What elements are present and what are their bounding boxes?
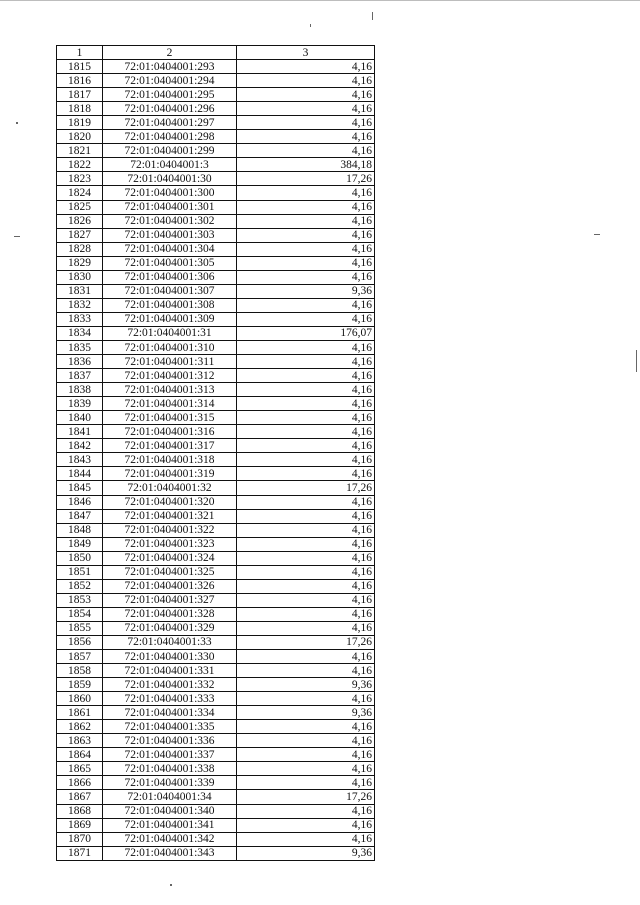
- area-value-cell: 4,16: [237, 509, 375, 523]
- table-row: [57, 579, 375, 593]
- area-value-cell: 9,36: [237, 846, 375, 860]
- cadastral-number-cell: 72:01:0404001:3: [103, 158, 237, 172]
- table-row: [57, 242, 375, 256]
- row-number-cell: 1838: [57, 383, 103, 397]
- row-number-cell: 1816: [57, 74, 103, 88]
- area-value-cell: 4,16: [237, 200, 375, 214]
- table-row: [57, 340, 375, 354]
- row-number-cell: 1831: [57, 284, 103, 298]
- row-number-cell: 1840: [57, 411, 103, 425]
- cadastral-number-cell: 72:01:0404001:297: [103, 116, 237, 130]
- row-number-cell: 1851: [57, 565, 103, 579]
- table-row: [57, 214, 375, 228]
- table-row: [57, 439, 375, 453]
- area-value-cell: 4,16: [237, 664, 375, 678]
- table-row: [57, 200, 375, 214]
- cadastral-number-cell: 72:01:0404001:31: [103, 326, 237, 340]
- area-value-cell: 4,16: [237, 214, 375, 228]
- area-value-cell: 17,26: [237, 481, 375, 495]
- scan-speck: [14, 236, 20, 237]
- row-number-cell: 1852: [57, 579, 103, 593]
- cadastral-number-cell: 72:01:0404001:308: [103, 298, 237, 312]
- cadastral-number-cell: 72:01:0404001:32: [103, 481, 237, 495]
- cadastral-number-cell: 72:01:0404001:333: [103, 692, 237, 706]
- cadastral-number-cell: 72:01:0404001:323: [103, 537, 237, 551]
- table-row: [57, 453, 375, 467]
- area-value-cell: 4,16: [237, 748, 375, 762]
- cadastral-number-cell: 72:01:0404001:316: [103, 425, 237, 439]
- column-header-2: 2: [103, 46, 237, 60]
- row-number-cell: 1820: [57, 130, 103, 144]
- row-number-cell: 1861: [57, 706, 103, 720]
- table-row: [57, 565, 375, 579]
- cadastral-number-cell: 72:01:0404001:328: [103, 607, 237, 621]
- table-row: [57, 804, 375, 818]
- area-value-cell: 17,26: [237, 790, 375, 804]
- row-number-cell: 1827: [57, 228, 103, 242]
- table-row: [57, 172, 375, 186]
- table-row: [57, 158, 375, 172]
- table-row: [57, 481, 375, 495]
- area-value-cell: 4,16: [237, 579, 375, 593]
- area-value-cell: 9,36: [237, 284, 375, 298]
- row-number-cell: 1817: [57, 88, 103, 102]
- area-value-cell: 384,18: [237, 158, 375, 172]
- area-value-cell: 9,36: [237, 706, 375, 720]
- row-number-cell: 1868: [57, 804, 103, 818]
- row-number-cell: 1834: [57, 326, 103, 340]
- table-row: [57, 312, 375, 326]
- cadastral-number-cell: 72:01:0404001:327: [103, 593, 237, 607]
- cadastral-number-cell: 72:01:0404001:332: [103, 678, 237, 692]
- area-value-cell: 4,16: [237, 650, 375, 664]
- table-row: [57, 551, 375, 565]
- row-number-cell: 1818: [57, 102, 103, 116]
- area-value-cell: 4,16: [237, 144, 375, 158]
- cadastral-number-cell: 72:01:0404001:338: [103, 762, 237, 776]
- row-number-cell: 1825: [57, 200, 103, 214]
- table-row: [57, 397, 375, 411]
- table-row: [57, 593, 375, 607]
- cadastral-number-cell: 72:01:0404001:30: [103, 172, 237, 186]
- cadastral-number-cell: 72:01:0404001:321: [103, 509, 237, 523]
- table-row: [57, 102, 375, 116]
- cadastral-number-cell: 72:01:0404001:331: [103, 664, 237, 678]
- table-row: [57, 495, 375, 509]
- row-number-cell: 1819: [57, 116, 103, 130]
- table-row: [57, 635, 375, 649]
- cadastral-number-cell: 72:01:0404001:301: [103, 200, 237, 214]
- cadastral-number-cell: 72:01:0404001:343: [103, 846, 237, 860]
- row-number-cell: 1862: [57, 720, 103, 734]
- table-row: [57, 425, 375, 439]
- area-value-cell: 4,16: [237, 340, 375, 354]
- area-value-cell: 4,16: [237, 551, 375, 565]
- table-row: [57, 832, 375, 846]
- area-value-cell: 4,16: [237, 298, 375, 312]
- cadastral-number-cell: 72:01:0404001:322: [103, 523, 237, 537]
- cadastral-number-cell: 72:01:0404001:310: [103, 340, 237, 354]
- scan-speck: [636, 350, 637, 372]
- cadastral-number-cell: 72:01:0404001:298: [103, 130, 237, 144]
- row-number-cell: 1829: [57, 256, 103, 270]
- area-value-cell: 4,16: [237, 130, 375, 144]
- table-row: [57, 116, 375, 130]
- area-value-cell: 4,16: [237, 692, 375, 706]
- area-value-cell: 4,16: [237, 734, 375, 748]
- area-value-cell: 4,16: [237, 720, 375, 734]
- cadastral-number-cell: 72:01:0404001:325: [103, 565, 237, 579]
- row-number-cell: 1826: [57, 214, 103, 228]
- cadastral-number-cell: 72:01:0404001:319: [103, 467, 237, 481]
- area-value-cell: 4,16: [237, 467, 375, 481]
- cadastral-number-cell: 72:01:0404001:313: [103, 383, 237, 397]
- cadastral-number-cell: 72:01:0404001:341: [103, 818, 237, 832]
- table-row: [57, 818, 375, 832]
- row-number-cell: 1869: [57, 818, 103, 832]
- area-value-cell: 4,16: [237, 495, 375, 509]
- cadastral-number-cell: 72:01:0404001:312: [103, 369, 237, 383]
- cadastral-number-cell: 72:01:0404001:329: [103, 621, 237, 635]
- cadastral-number-cell: 72:01:0404001:293: [103, 60, 237, 74]
- area-value-cell: 4,16: [237, 425, 375, 439]
- cadastral-number-cell: 72:01:0404001:306: [103, 270, 237, 284]
- scan-speck: [594, 234, 600, 235]
- row-number-cell: 1863: [57, 734, 103, 748]
- table-row: [57, 256, 375, 270]
- table-row: [57, 734, 375, 748]
- area-value-cell: 176,07: [237, 326, 375, 340]
- area-value-cell: 4,16: [237, 88, 375, 102]
- table-row: [57, 74, 375, 88]
- cadastral-number-cell: 72:01:0404001:339: [103, 776, 237, 790]
- row-number-cell: 1822: [57, 158, 103, 172]
- cadastral-number-cell: 72:01:0404001:330: [103, 650, 237, 664]
- cadastral-number-cell: 72:01:0404001:318: [103, 453, 237, 467]
- area-value-cell: 4,16: [237, 397, 375, 411]
- table-row: [57, 88, 375, 102]
- cadastral-number-cell: 72:01:0404001:33: [103, 635, 237, 649]
- cadastral-number-cell: 72:01:0404001:295: [103, 88, 237, 102]
- area-value-cell: 4,16: [237, 60, 375, 74]
- area-value-cell: 9,36: [237, 678, 375, 692]
- row-number-cell: 1870: [57, 832, 103, 846]
- row-number-cell: 1842: [57, 439, 103, 453]
- scan-speck: [16, 122, 18, 124]
- row-number-cell: 1832: [57, 298, 103, 312]
- area-value-cell: 4,16: [237, 116, 375, 130]
- row-number-cell: 1857: [57, 650, 103, 664]
- area-value-cell: 4,16: [237, 228, 375, 242]
- row-number-cell: 1815: [57, 60, 103, 74]
- row-number-cell: 1839: [57, 397, 103, 411]
- row-number-cell: 1848: [57, 523, 103, 537]
- cadastral-number-cell: 72:01:0404001:299: [103, 144, 237, 158]
- area-value-cell: 4,16: [237, 565, 375, 579]
- cadastral-number-cell: 72:01:0404001:309: [103, 312, 237, 326]
- table-row: [57, 509, 375, 523]
- table-row: [57, 60, 375, 74]
- scan-speck: [310, 24, 311, 27]
- area-value-cell: 17,26: [237, 635, 375, 649]
- table-row: [57, 706, 375, 720]
- scan-speck: [372, 12, 373, 20]
- cadastral-number-cell: 72:01:0404001:305: [103, 256, 237, 270]
- cadastral-number-cell: 72:01:0404001:342: [103, 832, 237, 846]
- cadastral-number-cell: 72:01:0404001:311: [103, 355, 237, 369]
- cadastral-number-cell: 72:01:0404001:315: [103, 411, 237, 425]
- area-value-cell: 4,16: [237, 312, 375, 326]
- table-row: [57, 228, 375, 242]
- cadastral-number-cell: 72:01:0404001:326: [103, 579, 237, 593]
- table-row: [57, 846, 375, 860]
- table-row: [57, 523, 375, 537]
- row-number-cell: 1847: [57, 509, 103, 523]
- table-header-row: [57, 46, 375, 60]
- cadastral-number-cell: 72:01:0404001:314: [103, 397, 237, 411]
- row-number-cell: 1844: [57, 467, 103, 481]
- cadastral-number-cell: 72:01:0404001:307: [103, 284, 237, 298]
- area-value-cell: 4,16: [237, 186, 375, 200]
- row-number-cell: 1836: [57, 355, 103, 369]
- column-header-3: 3: [237, 46, 375, 60]
- cadastral-number-cell: 72:01:0404001:324: [103, 551, 237, 565]
- area-value-cell: 4,16: [237, 523, 375, 537]
- table-row: [57, 467, 375, 481]
- cadastral-number-cell: 72:01:0404001:304: [103, 242, 237, 256]
- row-number-cell: 1871: [57, 846, 103, 860]
- area-value-cell: 4,16: [237, 242, 375, 256]
- table-row: [57, 355, 375, 369]
- row-number-cell: 1823: [57, 172, 103, 186]
- row-number-cell: 1828: [57, 242, 103, 256]
- row-number-cell: 1845: [57, 481, 103, 495]
- area-value-cell: 4,16: [237, 369, 375, 383]
- scan-speck: [170, 884, 172, 886]
- cadastral-number-cell: 72:01:0404001:337: [103, 748, 237, 762]
- table-row: [57, 748, 375, 762]
- area-value-cell: 4,16: [237, 607, 375, 621]
- cadastral-number-cell: 72:01:0404001:335: [103, 720, 237, 734]
- cadastral-number-cell: 72:01:0404001:303: [103, 228, 237, 242]
- area-value-cell: 4,16: [237, 102, 375, 116]
- area-value-cell: 4,16: [237, 537, 375, 551]
- cadastral-number-cell: 72:01:0404001:34: [103, 790, 237, 804]
- area-value-cell: 4,16: [237, 411, 375, 425]
- table-row: [57, 369, 375, 383]
- row-number-cell: 1824: [57, 186, 103, 200]
- table-row: [57, 664, 375, 678]
- table-row: [57, 621, 375, 635]
- table-row: [57, 678, 375, 692]
- table-row: [57, 762, 375, 776]
- cadastral-number-cell: 72:01:0404001:336: [103, 734, 237, 748]
- area-value-cell: 4,16: [237, 593, 375, 607]
- row-number-cell: 1856: [57, 635, 103, 649]
- row-number-cell: 1841: [57, 425, 103, 439]
- row-number-cell: 1854: [57, 607, 103, 621]
- table-row: [57, 383, 375, 397]
- table-row: [57, 692, 375, 706]
- area-value-cell: 4,16: [237, 621, 375, 635]
- row-number-cell: 1850: [57, 551, 103, 565]
- column-header-1: 1: [57, 46, 103, 60]
- area-value-cell: 17,26: [237, 172, 375, 186]
- row-number-cell: 1853: [57, 593, 103, 607]
- table-row: [57, 144, 375, 158]
- cadastral-register-table: [56, 45, 375, 861]
- area-value-cell: 4,16: [237, 818, 375, 832]
- area-value-cell: 4,16: [237, 439, 375, 453]
- table-row: [57, 650, 375, 664]
- cadastral-number-cell: 72:01:0404001:302: [103, 214, 237, 228]
- row-number-cell: 1843: [57, 453, 103, 467]
- page-top-border: [0, 0, 640, 1]
- area-value-cell: 4,16: [237, 270, 375, 284]
- row-number-cell: 1821: [57, 144, 103, 158]
- row-number-cell: 1855: [57, 621, 103, 635]
- table-row: [57, 776, 375, 790]
- cadastral-number-cell: 72:01:0404001:300: [103, 186, 237, 200]
- row-number-cell: 1833: [57, 312, 103, 326]
- table-row: [57, 720, 375, 734]
- cadastral-number-cell: 72:01:0404001:317: [103, 439, 237, 453]
- table-row: [57, 537, 375, 551]
- table-row: [57, 607, 375, 621]
- area-value-cell: 4,16: [237, 383, 375, 397]
- cadastral-number-cell: 72:01:0404001:294: [103, 74, 237, 88]
- area-value-cell: 4,16: [237, 804, 375, 818]
- area-value-cell: 4,16: [237, 762, 375, 776]
- row-number-cell: 1860: [57, 692, 103, 706]
- row-number-cell: 1866: [57, 776, 103, 790]
- area-value-cell: 4,16: [237, 776, 375, 790]
- cadastral-number-cell: 72:01:0404001:296: [103, 102, 237, 116]
- row-number-cell: 1864: [57, 748, 103, 762]
- area-value-cell: 4,16: [237, 355, 375, 369]
- row-number-cell: 1835: [57, 340, 103, 354]
- row-number-cell: 1858: [57, 664, 103, 678]
- table-row: [57, 326, 375, 340]
- table-row: [57, 790, 375, 804]
- row-number-cell: 1849: [57, 537, 103, 551]
- cadastral-number-cell: 72:01:0404001:320: [103, 495, 237, 509]
- table-row: [57, 186, 375, 200]
- table-row: [57, 284, 375, 298]
- table-row: [57, 130, 375, 144]
- area-value-cell: 4,16: [237, 256, 375, 270]
- cadastral-number-cell: 72:01:0404001:340: [103, 804, 237, 818]
- table-row: [57, 411, 375, 425]
- row-number-cell: 1837: [57, 369, 103, 383]
- cadastral-number-cell: 72:01:0404001:334: [103, 706, 237, 720]
- row-number-cell: 1846: [57, 495, 103, 509]
- area-value-cell: 4,16: [237, 74, 375, 88]
- table-row: [57, 270, 375, 284]
- row-number-cell: 1830: [57, 270, 103, 284]
- row-number-cell: 1867: [57, 790, 103, 804]
- row-number-cell: 1865: [57, 762, 103, 776]
- table-row: [57, 298, 375, 312]
- row-number-cell: 1859: [57, 678, 103, 692]
- area-value-cell: 4,16: [237, 453, 375, 467]
- area-value-cell: 4,16: [237, 832, 375, 846]
